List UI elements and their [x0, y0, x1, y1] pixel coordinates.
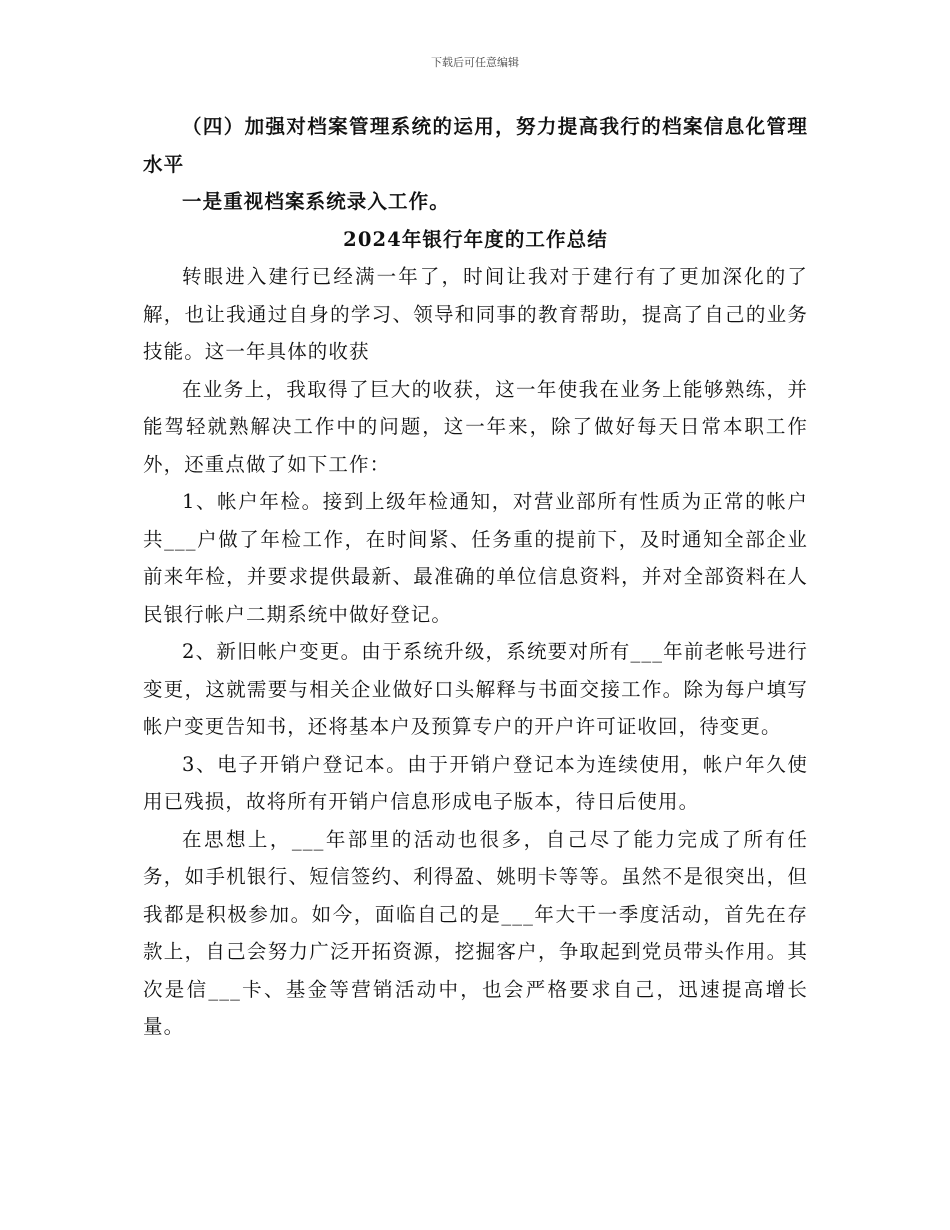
paragraph-item-2: 2、新旧帐户变更。由于系统升级，系统要对所有___年前老帐号进行变更，这就需要与相关企业做好口头解释与书面交接工作。除为每户填写帐户变更告知书，还将基本户及预算专户的开户许可证收回，待变更。 [143, 640, 808, 738]
paragraph-thought: 在思想上，___年部里的活动也很多，自己尽了能力完成了所有任务，如手机银行、短信签约、利得盈、姚明卡等等。虽然不是很突出，但我都是积极参加。如今，面临自己的是___年大干一季度活动，首先在存款上，自己会努力广泛开拓资源，挖掘客户，争取起到党员带头作用。其次是信___卡、基金等营销活动中，也会严格要求自己，迅速提高增长量。 [143, 827, 808, 1038]
sub-heading: 一是重视档案系统录入工作。 [182, 190, 450, 213]
paragraph-intro: 转眼进入建行已经满一年了，时间让我对于建行有了更加深化的了解，也让我通过自身的学习、领导和同事的教育帮助，提高了自己的业务技能。这一年具体的收获 [143, 265, 808, 363]
paragraph-item-1: 1、帐户年检。接到上级年检通知，对营业部所有性质为正常的帐户共___户做了年检工作，在时间紧、任务重的提前下，及时通知全部企业前来年检，并要求提供最新、最准确的单位信息资料，并对全部资料在人民银行帐户二期系统中做好登记。 [143, 490, 808, 626]
header-note: 下载后可任意编辑 [431, 56, 519, 69]
paragraph-item-3: 3、电子开销户登记本。由于开销户登记本为连续使用，帐户年久使用已残损，故将所有开销户信息形成电子版本，待日后使用。 [143, 752, 808, 813]
section-heading: （四）加强对档案管理系统的运用，努力提高我行的档案信息化管理水平 [143, 115, 808, 176]
document-body [143, 108, 808, 1046]
paragraph-business: 在业务上，我取得了巨大的收获，这一年使我在业务上能够熟练，并能驾轻就熟解决工作中的问题，这一年来，除了做好每天日常本职工作外，还重点做了如下工作： [143, 377, 808, 476]
document-title: 2024年银行年度的工作总结 [343, 227, 608, 251]
